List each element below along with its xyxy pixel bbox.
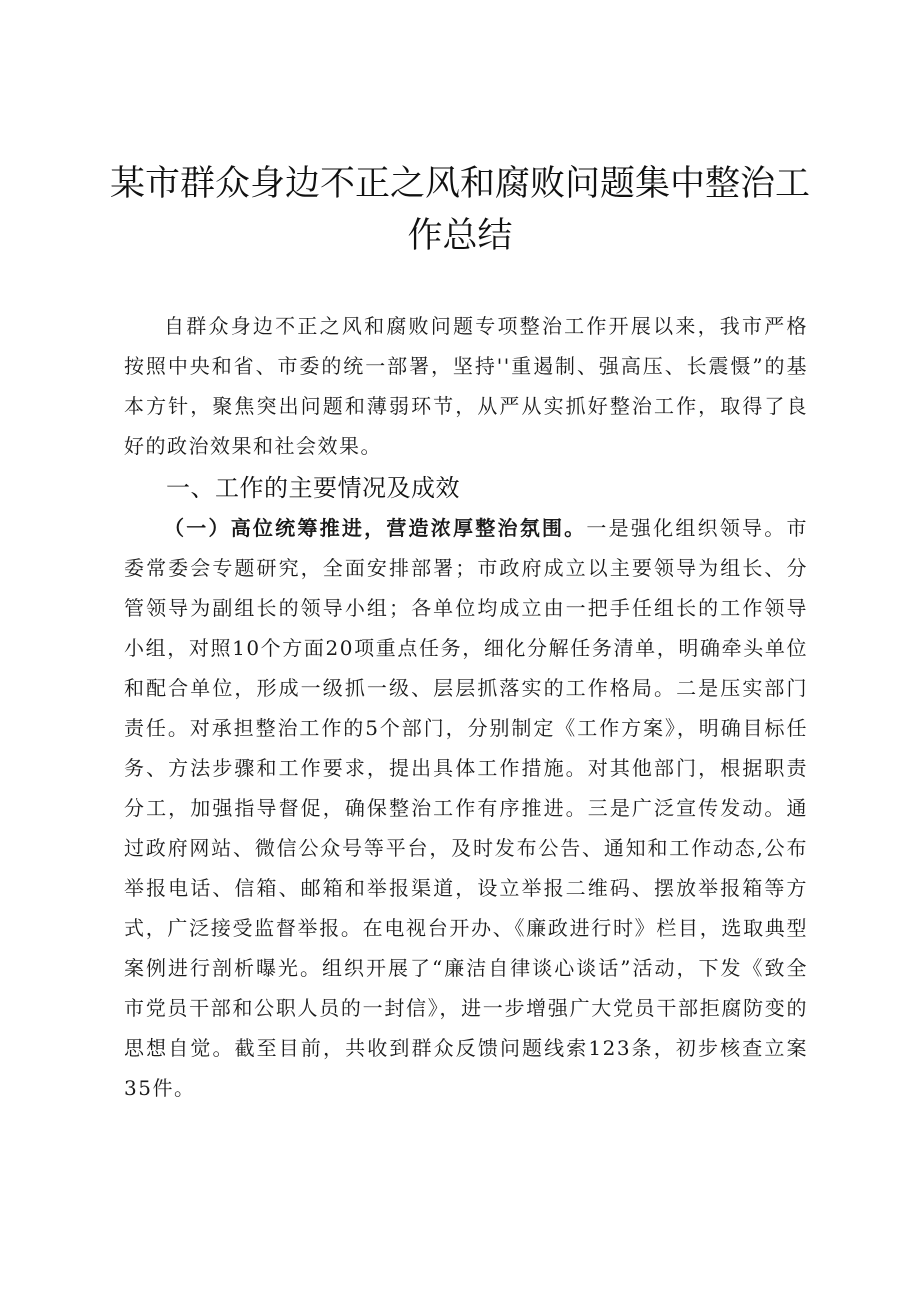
document-title: 某市群众身边不正之风和腐败问题集中整治工作总结 xyxy=(110,164,811,256)
section-heading: 一、工作的主要情况及成效 xyxy=(166,474,460,502)
subsection-heading: （一）高位统筹推进，营造浓厚整治氛围。 xyxy=(164,516,587,540)
intro-paragraph: 自群众身边不正之风和腐败问题专项整治工作开展以来，我市严格按照中央和省、市委的统一部署，坚持''重遏制、强高压、长震慑”的基本方针，聚焦突出问题和薄弱环节，从严从实抓好整治工作，取得了良好的政治效果和社会效果。 xyxy=(124,314,808,458)
document-body xyxy=(124,306,808,1108)
subsection-paragraph xyxy=(124,508,808,1108)
subsection-text: 一是强化组织领导。市委常委会专题研究，全面安排部署；市政府成立以主要领导为组长、分管领导为副组长的领导小组；各单位均成立由一把手任组长的工作领导小组，对照10个方面20项重点任务，细化分解任务清单，明确牵头单位和配合单位，形成一级抓一级、层层抓落实的工作格局。二是压实部门责任。对承担整治工作的5个部门，分别制定《工作方案》，明确目标任务、方法步骤和工作要求，提出具体工作措施。对其他部门，根据职责分工，加强指导督促，确保整治工作有序推进。三是广泛宣传发动。通过政府网站、微信公众号等平台，及时发布公告、通知和工作动态,公布举报电话、信箱、邮箱和举报渠道，设立举报二维码、摆放举报箱等方式，广泛接受监督举报。在电视台开办、《廉政进行时》栏目，选取典型案例进行剖析曝光。组织开展了“廉洁自律谈心谈话”活动，下发《致全市党员干部和公职人员的一封信》，进一步增强广大党员干部拒腐防变的思想自觉。截至目前，共收到群众反馈问题线索123条，初步核查立案35件。 xyxy=(124,516,809,1100)
